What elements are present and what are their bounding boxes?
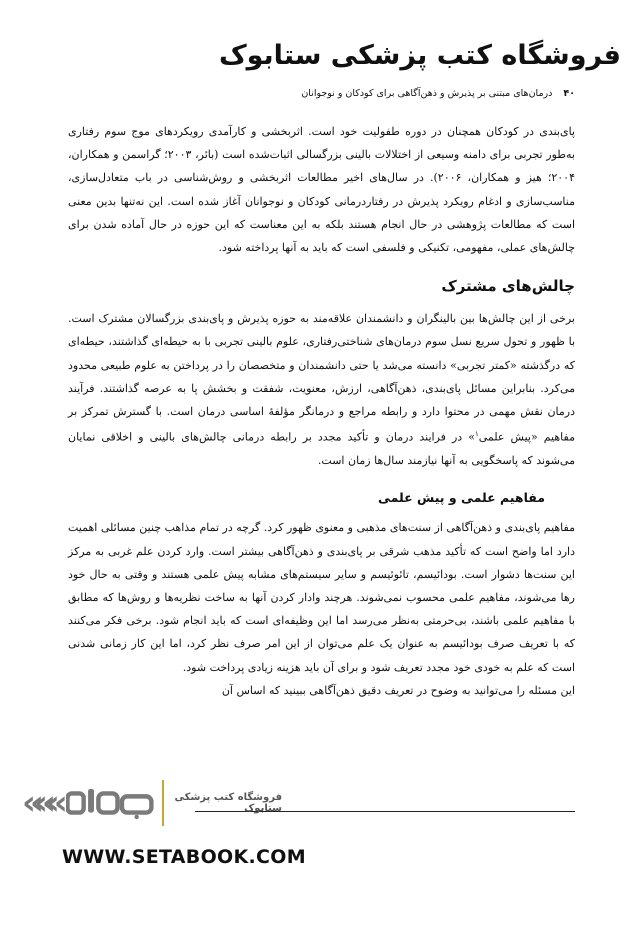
logo-divider <box>162 780 164 826</box>
chevrons-icon: ««« <box>22 783 58 823</box>
paragraph-scientific-concepts: مفاهیم پای‌بندی و ذهن‌آگاهی از سنت‌های مذهبی و معنوی ظهور کرد. گرچه در تمام مذاهب چنین مسائلی اهمیت دارد اما واضح است که تأکید مذهب شرقی بر پای‌بندی و ذهن‌آگاهی بیشتر است. وارد کردن علم غربی به مرکز این سنت‌ها دشوار است. بودائیسم، تائوئیسم و سایر سیستم‌های مشابه پیش علمی هستند و وقتی به حال خود رها می‌شوند، مفاهیم علمی محسوب نمی‌شوند. هرچند وادار کردن آنها به ساخت نظریه‌ها و روش‌ها که مطابق با مفاهیم علمی باشند، بی‌حرمتی به‌نظر می‌رسد اما این وظیفه‌ای است که باید انجام شود. برخی فکر می‌کنند که با تعریف صرف بودائیسم به عنوان یک علم می‌توان از این امر صرف نظر کرد، اما این کار زمانی شدنی است که علم به خودی خود مجدد تعریف شود و برای آن باید هزینه زیادی پرداخت شود. <box>68 521 575 674</box>
book-title: درمان‌های مبتنی بر پذیرش و ذهن‌آگاهی برای کودکان و نوجوانان <box>301 88 553 99</box>
page-body <box>68 120 575 716</box>
setabook-logo-mark <box>66 780 154 826</box>
footnote-marker: ۱ <box>474 430 479 439</box>
paragraph-common-challenges <box>68 307 575 472</box>
running-head <box>22 86 575 102</box>
store-banner-title: فروشگاه کتب پزشکی ستابوک <box>218 40 621 71</box>
logo-caption: فروشگاه کتب پزشکی ستابوک <box>174 792 282 814</box>
heading-common-challenges: چالش‌های مشترک <box>441 277 575 296</box>
paragraph-text: » در فرایند درمان و تأکید مجدد بر رابطه درمانی چالش‌های بالینی و اخلاقی نمایان می‌شوند که پاسخگویی به آنها نیازمند سال‌ها زمان است. <box>68 430 575 468</box>
setabook-logo <box>22 768 282 838</box>
paragraph-continued: این مسئله را می‌توانید به وضوح در تعریف دقیق ذهن‌آگاهی ببینید که اساس آن <box>221 683 575 697</box>
paragraph-intro: پای‌بندی در کودکان همچنان در دوره طفولیت خود است. اثربخشی و کارآمدی رویکردهای موج سوم رفتاری به‌طور تجربی برای دامنه وسیعی از اختلالات بالینی بزرگسالی اثبات‌شده است (بائر، ۲۰۰۳؛ گراسمن و همکاران، ۲۰۰۴؛ هیز و همکاران، ۲۰۰۶). در سال‌های اخیر مطالعات اثربخشی و روش‌شناسی در باب متعادل‌سازی، مناسب‌سازی و ادغام رویکرد پذیرش در رفتاردرمانی کودکان و نوجوانان آغاز شده است. این نه‌تنها بدین معنی است که مطالعات پژوهشی در حال انجام هستند بلکه به این معناست که این حوزه در حال آماده شدن برای چالش‌های عملی، مفهومی، تکنیکی و فلسفی است که باید به آنها پرداخته شود. <box>68 125 575 255</box>
page-number: ۴۰ <box>563 88 575 99</box>
website-url[interactable]: WWW.SETABOOK.COM <box>62 846 306 868</box>
paragraph-text: برخی از این چالش‌ها بین بالینگران و دانشمندان علاقه‌مند به حوزه پذیرش و پای‌بندی بزرگسالان مشترک است. با ظهور و تحول سریع نسل سوم درمان‌های شناختی‌رفتاری، علوم بالینی تجربی با به حیطه‌ای گذاشتند، حیطه‌ای که درگذشته «کمتر تجربی» دانسته می‌شد یا حتی دانشمندان و متخصصان را در پرداختن به علوم طبیعی محدود می‌کرد. بنابراین مسائل پای‌بندی، ذهن‌آگاهی، ارزش، معنویت، شفقت و بخشش پا به عرصه گذاشتند. فرآیند درمان نقش مهمی در محتوا دارد و رابطه مراجع و درمانگر مؤلفهٔ اساسی درمان است. با گسترش تمرکز بر مفاهیم «پیش علمی <box>68 312 575 444</box>
heading-scientific-concepts: مفاهیم علمی و پیش علمی <box>378 490 545 506</box>
